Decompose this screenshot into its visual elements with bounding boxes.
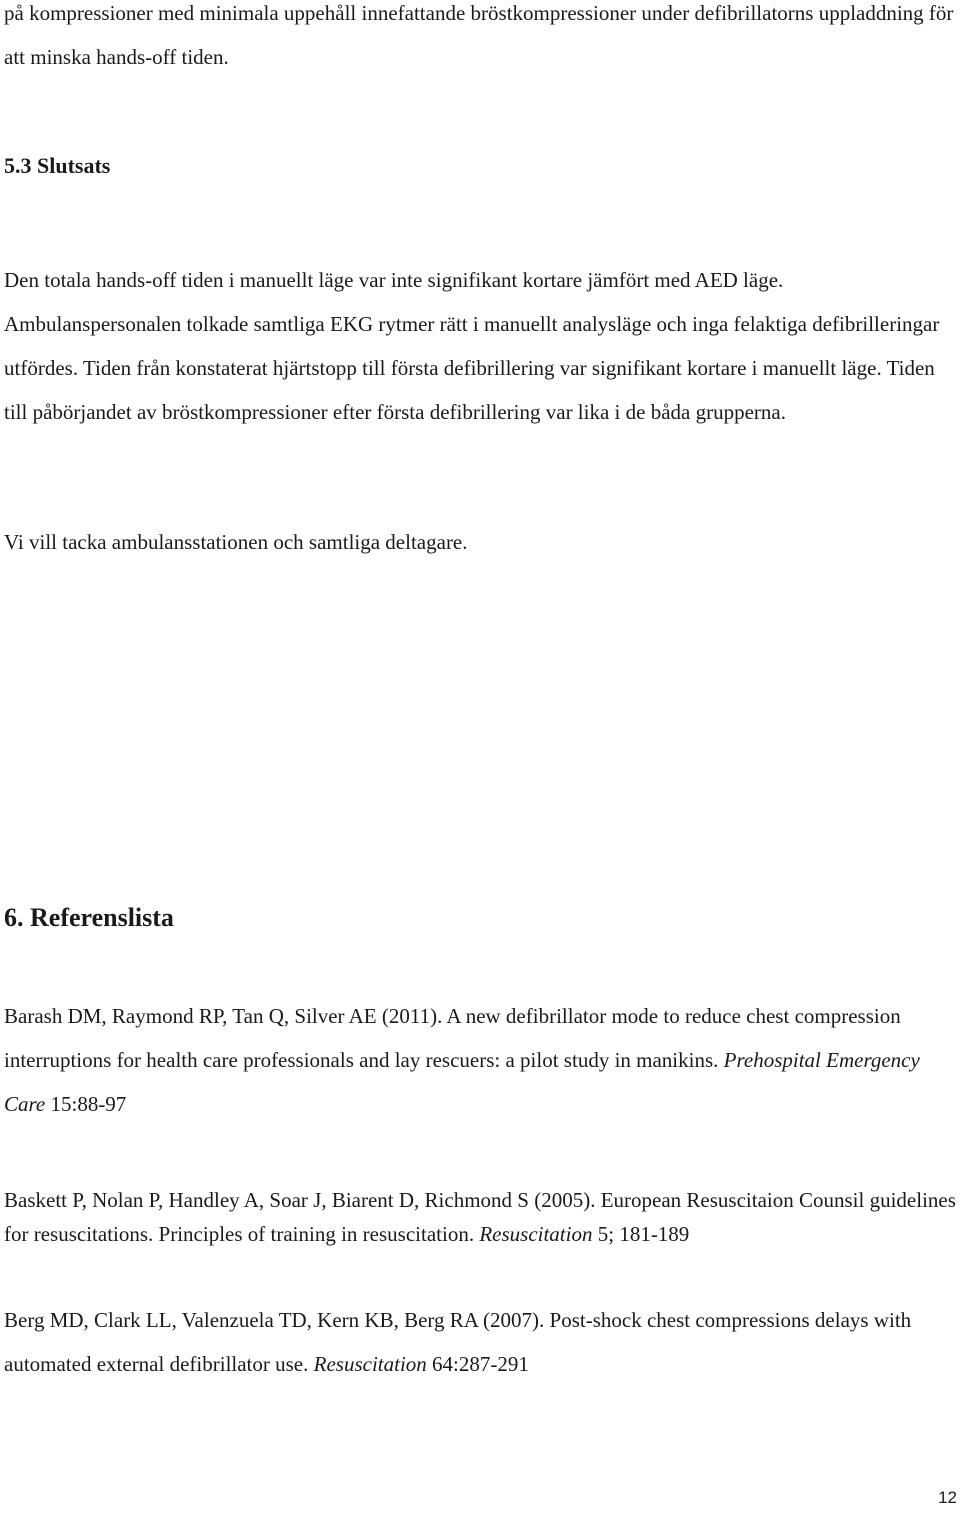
section-heading-5-3: 5.3 Slutsats [4, 153, 111, 178]
reference-journal: Resuscitation [313, 1352, 427, 1376]
page-number: 12 [938, 1488, 957, 1507]
section-heading-6: 6. Referenslista [4, 903, 174, 932]
reference-text: Baskett P, Nolan P, Handley A, Soar J, Biarent D, Richmond S (2005). European Resuscitaion Counsil guidelines for resuscitations. Principles of training in resuscitation. [4, 1188, 956, 1246]
reference-text: Berg MD, Clark LL, Valenzuela TD, Kern KB, Berg RA (2007). Post-shock chest compressions delays with automated external defibrillator use. [4, 1308, 912, 1376]
reference-tail: 64:287-291 [426, 1352, 529, 1376]
reference-text: Barash DM, Raymond RP, Tan Q, Silver AE (2011). A new defibrillator mode to reduce chest compression interruptions for health care professionals and lay rescuers: a pilot study in manikins. [4, 1004, 901, 1072]
reference-tail: 15:88-97 [45, 1092, 127, 1116]
reference-tail: 5; 181-189 [592, 1222, 690, 1246]
intro-paragraph: på kompressioner med minimala uppehåll innefattande bröstkompressioner under defibrillatorns uppladdning för att minska hands-off tiden. [4, 1, 954, 69]
acknowledgement-paragraph: Vi vill tacka ambulansstationen och samtliga deltagare. [4, 530, 468, 554]
conclusion-paragraph: Den totala hands-off tiden i manuellt läge var inte signifikant kortare jämfört med AED läge. Ambulanspersonalen tolkade samtliga EKG rytmer rätt i manuellt analysläge och inga felaktiga defibrilleringar utfördes. Tiden från konstaterat hjärtstopp till första defibrillering var signifikant kortare i manuellt läge. Tiden till påbörjandet av bröstkompressioner efter första defibrillering var lika i de båda grupperna. [4, 268, 940, 424]
reference-item [4, 1183, 956, 1251]
reference-journal: Prehospital Emergency Care [4, 1048, 920, 1116]
reference-item [4, 1298, 956, 1386]
reference-item [4, 994, 956, 1126]
reference-journal: Resuscitation [479, 1222, 593, 1246]
